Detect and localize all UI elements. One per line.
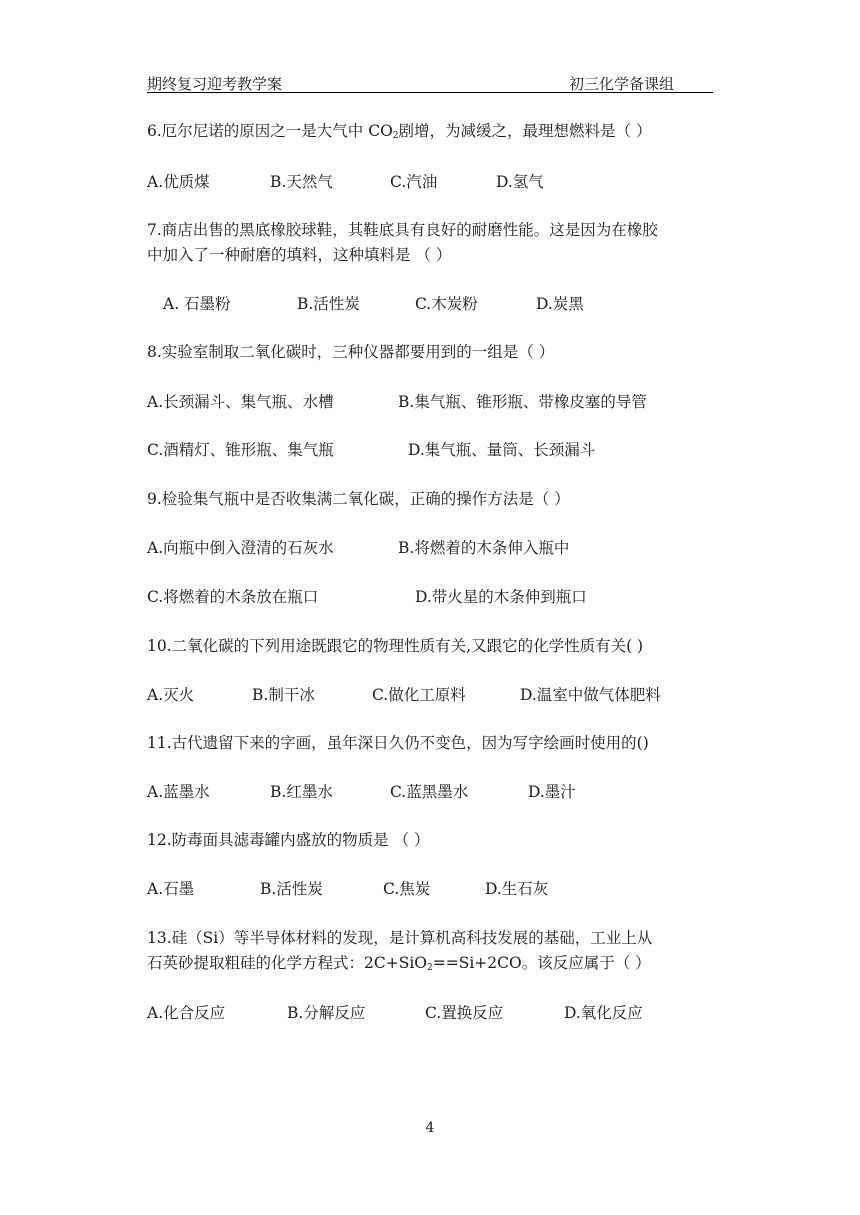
q6-option-c: C.汽油 [390, 173, 438, 191]
q10-option-c: C.做化工原料 [372, 686, 466, 704]
q13-option-c: C.置换反应 [425, 1004, 504, 1022]
q13-option-a: A.化合反应 [147, 1004, 226, 1022]
q9-option-b: B.将燃着的木条伸入瓶中 [398, 539, 570, 557]
header-rule [147, 92, 713, 93]
q10-option-a: A.灭火 [147, 686, 195, 704]
question-12-stem: 12.防毒面具滤毒罐内盛放的物质是 （ ） [147, 831, 430, 849]
q12-option-c: C.焦炭 [383, 880, 431, 898]
q7-option-b: B.活性炭 [297, 295, 360, 313]
q9-option-d: D.带火星的木条伸到瓶口 [415, 588, 587, 606]
question-7-stem-line1: 7.商店出售的黑底橡胶球鞋，其鞋底具有良好的耐磨性能。这是因为在橡胶 [147, 221, 658, 239]
question-13-stem-line2: 石英砂提取粗硅的化学方程式：2C+SiO$_2$==Si+2CO。该反应属于（ ） [147, 954, 651, 973]
question-7-stem-line2: 中加入了一种耐磨的填料，这种填料是 （ ） [147, 246, 452, 264]
q6-option-a: A.优质煤 [147, 173, 210, 191]
q9-option-a: A.向瓶中倒入澄清的石灰水 [147, 539, 334, 557]
question-10-stem: 10.二氧化碳的下列用途既跟它的物理性质有关,又跟它的化学性质有关( ) [147, 637, 644, 655]
question-11-stem: 11.古代遗留下来的字画，虽年深日久仍不变色，因为写字绘画时使用的() [147, 734, 649, 752]
question-9-stem: 9.检验集气瓶中是否收集满二氧化碳，正确的操作方法是（ ） [147, 490, 570, 508]
page-number: 4 [425, 1120, 435, 1136]
question-8-stem: 8.实验室制取二氧化碳时，三种仪器都要用到的一组是（ ） [147, 343, 555, 361]
q13-option-b: B.分解反应 [287, 1004, 366, 1022]
q9-option-c: C.将燃着的木条放在瓶口 [147, 588, 319, 606]
q11-option-a: A.蓝墨水 [147, 783, 210, 801]
header-left-title: 期终复习迎考教学案 [147, 75, 283, 93]
q10-option-d: D.温室中做气体肥料 [520, 686, 661, 704]
q12-option-a: A.石墨 [147, 880, 195, 898]
q11-option-b: B.红墨水 [270, 783, 333, 801]
header-right-title: 初三化学备课组 [568, 75, 674, 93]
q7-option-c: C.木炭粉 [415, 295, 478, 313]
question-13-stem-line1: 13.硅（Si）等半导体材料的发现，是计算机高科技发展的基础，工业上从 [147, 929, 653, 947]
q12-option-b: B.活性炭 [260, 880, 323, 898]
q11-option-d: D.墨汁 [528, 783, 576, 801]
q8-option-b: B.集气瓶、锥形瓶、带橡皮塞的导管 [398, 393, 647, 411]
q8-option-a: A.长颈漏斗、集气瓶、水槽 [147, 393, 334, 411]
q11-option-c: C.蓝黑墨水 [390, 783, 469, 801]
q7-option-d: D.炭黑 [536, 295, 584, 313]
q6-option-b: B.天然气 [270, 173, 333, 191]
q8-option-d: D.集气瓶、量筒、长颈漏斗 [408, 441, 596, 459]
q13-option-d: D.氧化反应 [564, 1004, 643, 1022]
q7-option-a: A. 石墨粉 [163, 295, 231, 313]
q12-option-d: D.生石灰 [485, 880, 549, 898]
q10-option-b: B.制干冰 [252, 686, 315, 704]
q6-option-d: D.氢气 [496, 173, 544, 191]
question-6-stem: 6.厄尔尼诺的原因之一是大气中 $CO_2$剧增，为减缓之，最理想燃料是（ ） [147, 122, 652, 141]
q8-option-c: C.酒精灯、锥形瓶、集气瓶 [147, 441, 334, 459]
